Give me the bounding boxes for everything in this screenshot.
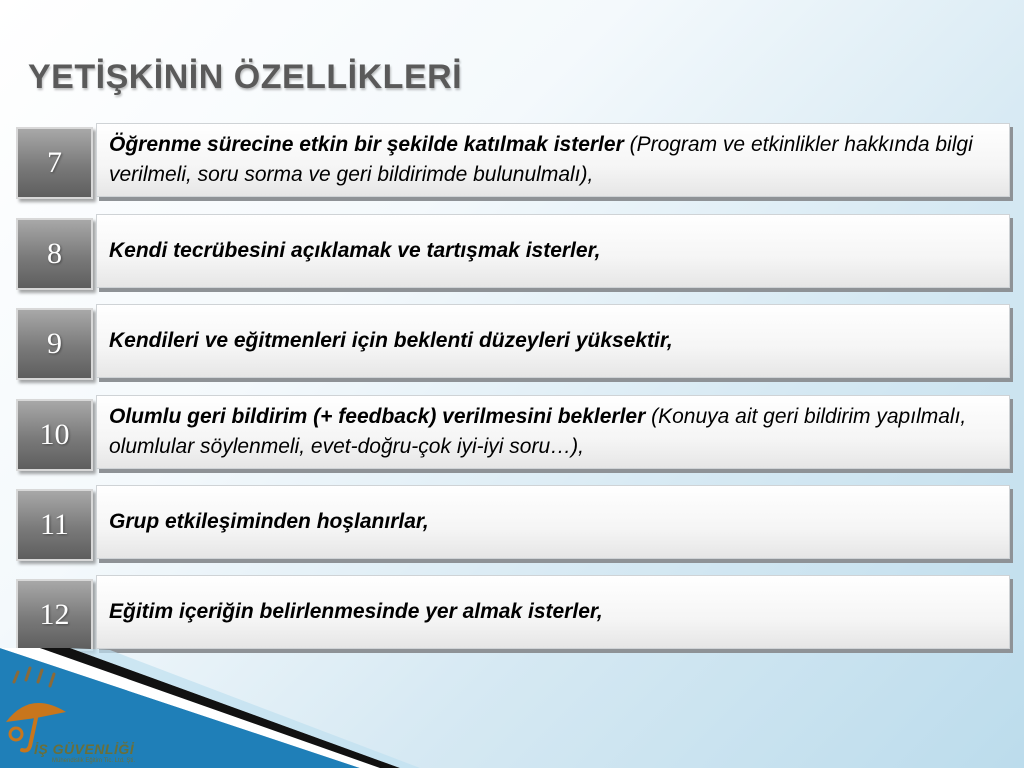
item-text-box (96, 123, 1010, 197)
list-item (16, 304, 1014, 382)
item-number: 7 (16, 127, 93, 199)
item-text (109, 402, 997, 462)
item-main-text: Olumlu geri bildirim (+ feedback) verilmesini beklerler (109, 405, 646, 428)
item-text (109, 236, 600, 266)
item-number: 9 (16, 308, 93, 380)
item-number: 10 (16, 399, 93, 471)
list-item (16, 395, 1014, 473)
list-item (16, 485, 1014, 563)
item-text-box (96, 485, 1010, 559)
rain-icon (14, 668, 54, 686)
item-main-text: Kendileri ve eğitmenleri için beklenti düzeyleri yüksektir, (109, 329, 673, 352)
item-text-box (96, 214, 1010, 288)
item-main-text: Grup etkileşiminden hoşlanırlar, (109, 510, 429, 533)
item-number: 11 (16, 489, 93, 561)
item-note: (Konuya ait geri bildirim yapılmalı, olumlular söylenmeli, evet-doğru-çok iyi-iyi soru…), (109, 405, 967, 458)
item-main-text: Eğitim içeriğin belirlenmesinde yer almak isterler, (109, 600, 603, 623)
slide-title: YETİŞKİNİN ÖZELLİKLERİ (28, 58, 463, 96)
item-number: 12 (16, 579, 93, 651)
item-text (109, 507, 429, 537)
list-item (16, 123, 1014, 201)
item-text-box (96, 304, 1010, 378)
logo-subtitle: Mühendislik Eğitim Tic. Ltd. Şti. (52, 758, 136, 764)
logo-name: İŞ GÜVENLİĞİ (34, 741, 135, 757)
item-note: (Program ve etkinlikler hakkında bilgi verilmeli, soru sorma ve geri bildirimde bulunulmalı), (109, 133, 973, 186)
item-text (109, 597, 603, 627)
item-number: 8 (16, 218, 93, 290)
item-main-text: Kendi tecrübesini açıklamak ve tartışmak isterler, (109, 239, 601, 262)
list-item (16, 214, 1014, 292)
item-text-box (96, 395, 1010, 469)
item-text (109, 130, 997, 190)
item-text (109, 326, 673, 356)
item-main-text: Öğrenme sürecine etkin bir şekilde katılmak isterler (109, 133, 624, 156)
